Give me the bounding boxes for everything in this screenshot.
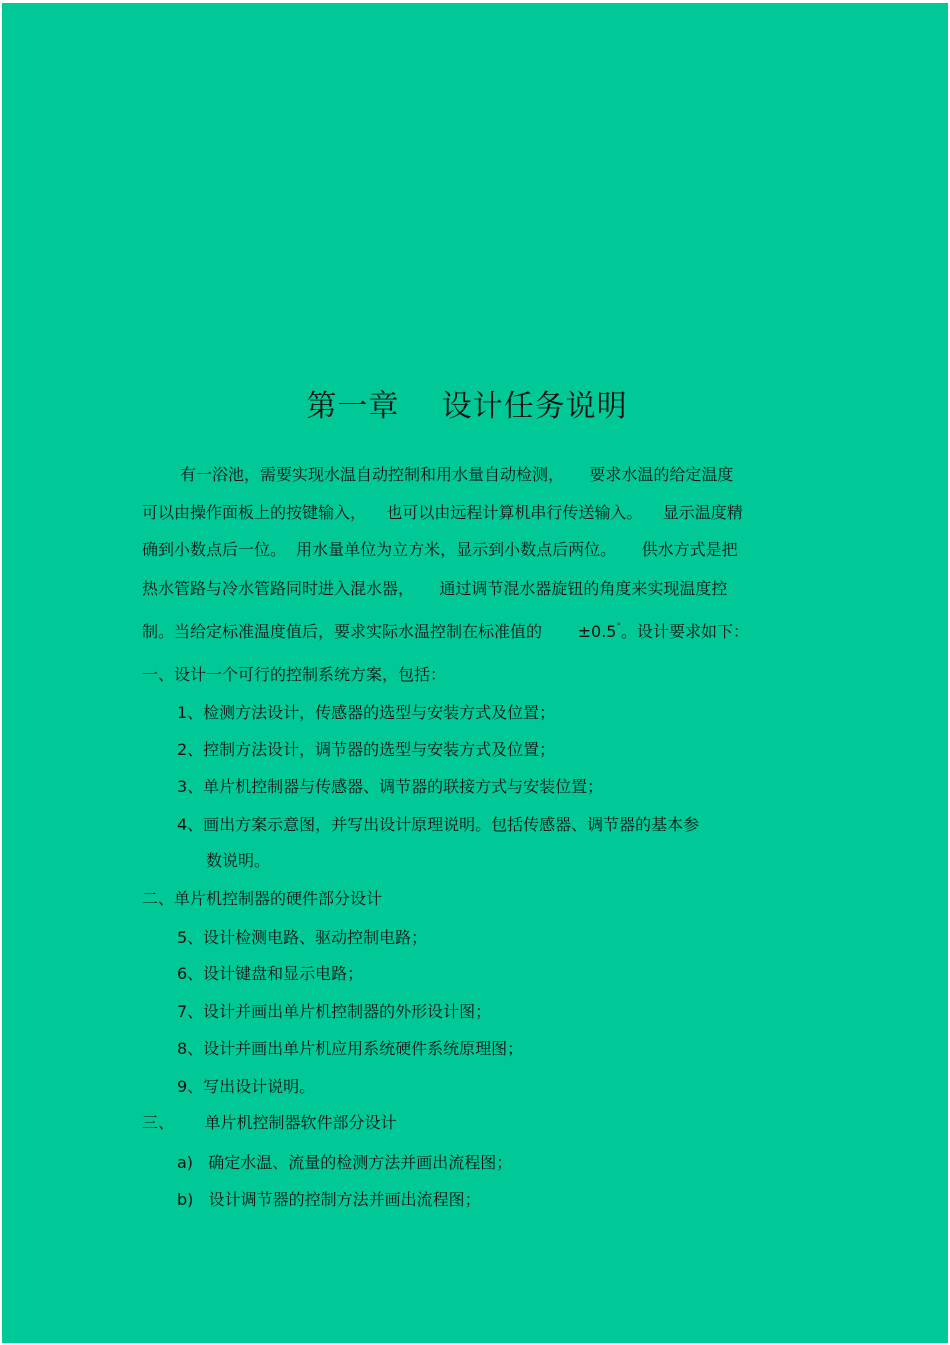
list-item: 7、设计并画出单片机控制器的外形设计图； xyxy=(177,1002,492,1021)
list-item: 8、设计并画出单片机应用系统硬件系统原理图； xyxy=(177,1039,524,1058)
paragraph-line-2: 可以由操作面板上的按键输入， 也可以由远程计算机串行传送输入。 显示温度精 xyxy=(142,503,743,522)
list-item: 4、画出方案示意图，并写出设计原理说明。包括传感器、调节器的基本参 xyxy=(177,815,700,834)
section-heading-2: 二、单片机控制器的硬件部分设计 xyxy=(142,889,383,908)
list-item: 2、控制方法设计，调节器的选型与安装方式及位置； xyxy=(177,740,556,759)
paragraph-line-4: 热水管路与冷水管路同时进入混水器， 通过调节混水器旋钮的角度来实现温度控 xyxy=(142,579,728,598)
list-item: 5、设计检测电路、驱动控制电路； xyxy=(177,928,428,947)
list-item: 9、写出设计说明。 xyxy=(177,1077,316,1096)
list-item: 1、检测方法设计，传感器的选型与安装方式及位置； xyxy=(177,703,556,722)
list-item: a) 确定水温、流量的检测方法并画出流程图； xyxy=(177,1153,513,1172)
paragraph-line-5-end: 。设计要求如下： xyxy=(620,622,749,641)
tolerance-value: ±0.5 xyxy=(577,622,617,641)
list-item: 6、设计键盘和显示电路； xyxy=(177,964,364,983)
list-item: b) 设计调节器的控制方法并画出流程图； xyxy=(177,1190,481,1209)
list-item-continuation: 数说明。 xyxy=(206,851,271,870)
list-item: 3、单片机控制器与传感器、调节器的联接方式与安装位置； xyxy=(177,777,604,796)
section-heading-3: 三、 单片机控制器软件部分设计 xyxy=(142,1113,397,1132)
paragraph-line-1: 有一浴池，需要实现水温自动控制和用水量自动检测， 要求水温的给定温度 xyxy=(180,465,734,484)
paragraph-line-5-text: 制。当给定标准温度值后，要求实际水温控制在标准值的 xyxy=(142,622,578,641)
document-page xyxy=(2,3,948,1343)
section-heading-1: 一、设计一个可行的控制系统方案，包括： xyxy=(142,665,447,684)
chapter-title: 第一章 设计任务说明 xyxy=(306,389,628,424)
paragraph-line-5 xyxy=(142,622,749,645)
paragraph-line-3: 确到小数点后一位。 用水量单位为立方米，显示到小数点后两位。 供水方式是把 xyxy=(142,540,738,559)
degree-symbol: ° xyxy=(616,622,621,632)
